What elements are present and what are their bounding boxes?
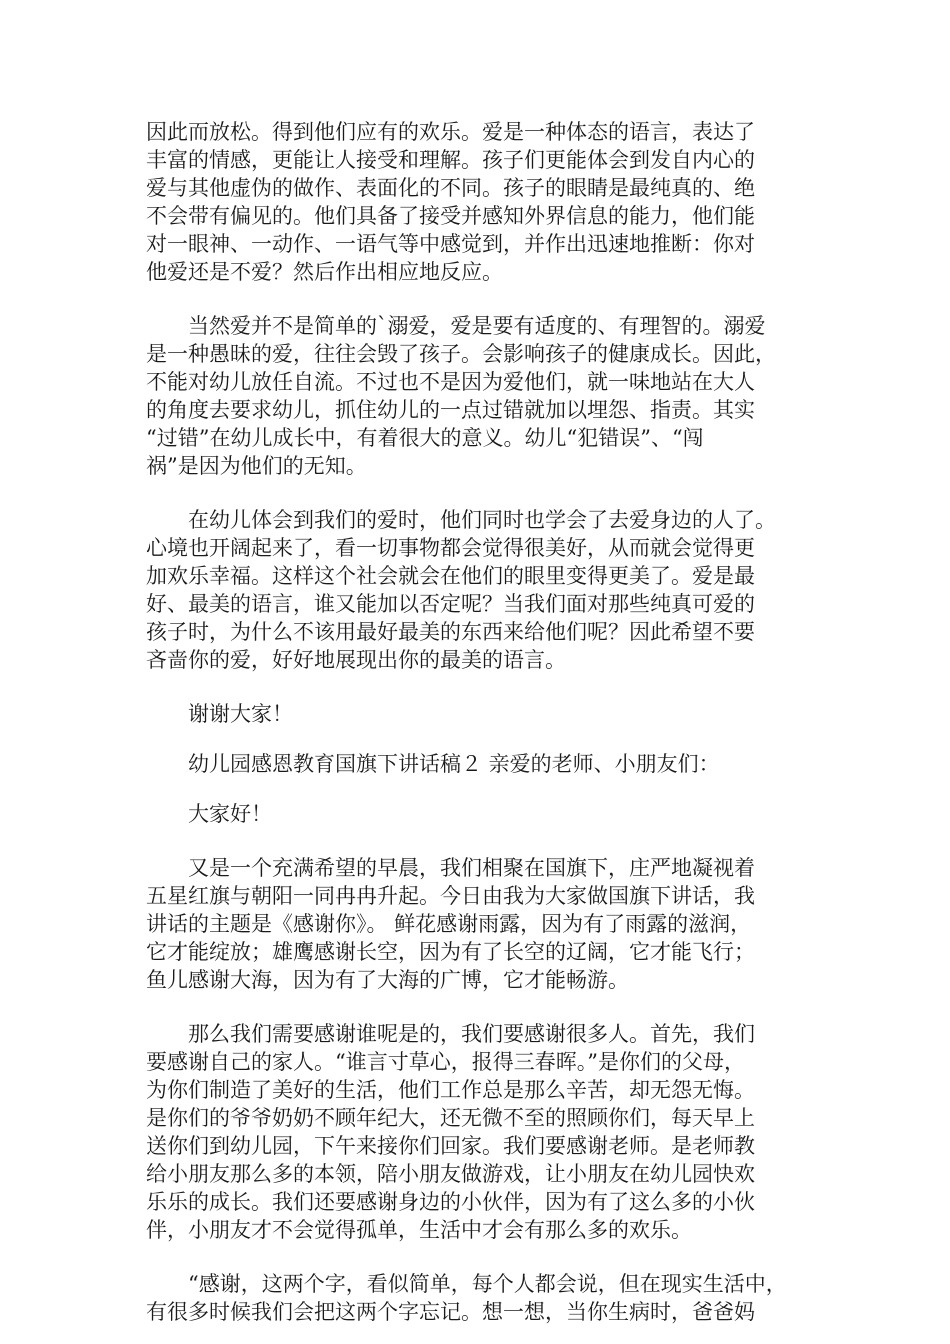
- text-line: 为你们制造了美好的生活，他们工作总是那么辛苦，却无怨无悔。: [146, 1078, 755, 1102]
- text-line: 谢谢大家！: [146, 702, 293, 726]
- text-line: 对一眼神、一动作、一语气等中感觉到，并作出迅速地推断：你对: [146, 232, 755, 256]
- text-line: 好、最美的语言，谁又能加以否定呢？当我们面对那些纯真可爱的: [146, 592, 755, 616]
- text-line: 伴，小朋友才不会觉得孤单，生活中才会有那么多的欢乐。: [146, 1218, 692, 1242]
- text-line: 在幼儿体会到我们的爱时，他们同时也学会了去爱身边的人了。: [146, 508, 776, 532]
- greeting-line: [146, 800, 826, 828]
- text-line: 又是一个充满希望的早晨，我们相聚在国旗下，庄严地凝视着: [146, 856, 755, 880]
- text-line: 有很多时候我们会把这两个字忘记。想一想，当你生病时，爸爸妈: [146, 1300, 755, 1324]
- paragraph-3: [146, 506, 826, 674]
- text-line: 五星红旗与朝阳一同冉冉升起。今日由我为大家做国旗下讲话，我: [146, 884, 755, 908]
- text-line: 乐乐的成长。我们还要感谢身边的小伙伴，因为有了这么多的小伙: [146, 1190, 755, 1214]
- text-line: 的角度去要求幼儿，抓住幼儿的一点过错就加以埋怨、指责。其实: [146, 398, 755, 422]
- text-line: 它才能绽放；雄鹰感谢长空，因为有了长空的辽阔，它才能飞行；: [146, 940, 755, 964]
- text-line: 鱼儿感谢大海，因为有了大海的广博，它才能畅游。: [146, 968, 629, 992]
- text-line: 要感谢自己的家人。“谁言寸草心，报得三春晖。”是你们的父母，: [146, 1050, 745, 1074]
- text-line: 不能对幼儿放任自流。不过也不是因为爱他们，就一味地站在大人: [146, 370, 755, 394]
- text-line: 他爱还是不爱？然后作出相应地反应。: [146, 260, 503, 284]
- text-line: 是一种愚昧的爱，往往会毁了孩子。会影响孩子的健康成长。因此，: [146, 342, 776, 366]
- text-line: 心境也开阔起来了，看一切事物都会觉得很美好，从而就会觉得更: [146, 536, 755, 560]
- text-line: 加欢乐幸福。这样这个社会就会在他们的眼里变得更美了。爱是最: [146, 564, 755, 588]
- paragraph-2: [146, 312, 826, 480]
- paragraph-5: [146, 1020, 826, 1244]
- text-line: 送你们到幼儿园，下午来接你们回家。我们要感谢老师。是老师教: [146, 1134, 755, 1158]
- text-line: 吝啬你的爱，好好地展现出你的最美的语言。: [146, 648, 566, 672]
- paragraph-1: [146, 118, 826, 286]
- text-line: 祸”是因为他们的无知。: [146, 454, 367, 478]
- text-line: “感谢，这两个字，看似简单，每个人都会说，但在现实生活中，: [146, 1272, 787, 1296]
- text-line: 幼儿园感恩教育国旗下讲话稿２ 亲爱的老师、小朋友们：: [146, 752, 720, 776]
- text-line: 不会带有偏见的。他们具备了接受并感知外界信息的能力，他们能: [146, 204, 755, 228]
- text-line: 当然爱并不是简单的`溺爱，爱是要有适度的、有理智的。溺爱: [146, 314, 766, 338]
- text-line: 孩子时，为什么不该用最好最美的东西来给他们呢？因此希望不要: [146, 620, 755, 644]
- text-line: 给小朋友那么多的本领，陪小朋友做游戏，让小朋友在幼儿园快欢: [146, 1162, 755, 1186]
- thanks-line: [146, 700, 826, 728]
- speech-title-line: [146, 750, 826, 778]
- paragraph-6: [146, 1270, 826, 1326]
- text-line: 因此而放松。得到他们应有的欢乐。爱是一种体态的语言，表达了: [146, 120, 755, 144]
- text-line: 丰富的情感，更能让人接受和理解。孩子们更能体会到发自内心的: [146, 148, 755, 172]
- document-page: [146, 118, 826, 1326]
- text-line: 讲话的主题是《感谢你》。 鲜花感谢雨露，因为有了雨露的滋润，: [146, 912, 752, 936]
- paragraph-4: [146, 854, 826, 994]
- text-line: “过错”在幼儿成长中，有着很大的意义。幼儿“犯错误”、“闯: [146, 426, 704, 450]
- text-line: 爱与其他虚伪的做作、表面化的不同。孩子的眼睛是最纯真的、绝: [146, 176, 755, 200]
- text-line: 大家好！: [146, 802, 272, 826]
- text-line: 是你们的爷爷奶奶不顾年纪大，还无微不至的照顾你们，每天早上: [146, 1106, 755, 1130]
- text-line: 那么我们需要感谢谁呢是的，我们要感谢很多人。首先，我们: [146, 1022, 755, 1046]
